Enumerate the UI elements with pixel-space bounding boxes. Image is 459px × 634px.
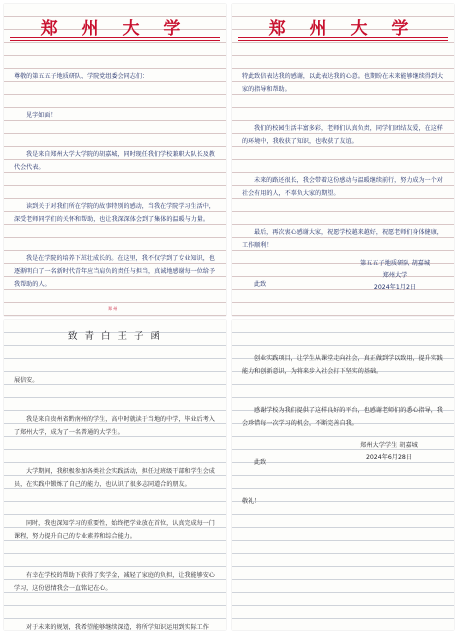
letter-body xyxy=(242,326,446,534)
paragraph: 同时，我也深知学习的重要性，始终把学业放在首位，认真完成每一门课程，努力提升自己的专业素养和综合能力。 xyxy=(14,520,215,540)
greeting: 见字如面！ xyxy=(26,112,57,119)
paragraph: 最后，再次衷心感谢大家，祝愿学校越来越好，祝愿老师们身体健康，工作顺利！ xyxy=(242,229,443,249)
letterhead-title: 郑 州 大 学 xyxy=(40,19,190,39)
paragraph: 创业实践项目，让学生从课堂走向社会，真正做到学以致用，提升实践能力和创新意识，为将来步入社会打下坚实的基础。 xyxy=(242,355,443,375)
letter-body xyxy=(14,44,218,316)
paragraph: 有幸在学校的帮助下获得了奖学金，减轻了家庭的负担，让我能够安心学习，这份恩情我会一直铭记在心。 xyxy=(14,572,215,592)
signature: 第五五子地质研队 胡嘉城 xyxy=(359,260,431,267)
school-name: 郑州大学 xyxy=(382,272,408,279)
paragraph: 感谢学校为我们提供了这样良好的平台，也感谢老师们的悉心指导，我会珍惜每一次学习的机会，不断完善自我。 xyxy=(242,407,443,427)
salutation: 尊敬的第五五子地质研队、学院党组委会同志们： xyxy=(14,73,149,80)
letter-top-left xyxy=(4,4,226,316)
salute: 敬礼！ xyxy=(242,498,261,505)
letter-body xyxy=(14,348,218,630)
paragraph: 大学期间，我积极参加各类社会实践活动，担任过班级干部和学生会成员，在实践中锻炼了自己的能力，也认识了很多志同道合的朋友。 xyxy=(14,468,215,488)
letter-title: 致 青 白 王 子 函 xyxy=(67,331,163,342)
salutation: 展信安。 xyxy=(14,377,39,384)
closing: 此致 xyxy=(254,281,267,288)
footer-mark: 郑 州 xyxy=(108,306,118,311)
letterhead-rule-thin xyxy=(238,40,448,41)
paragraph: 特此致信表达我的感谢，以此表达我的心意。也期盼在未来能够继续得到大家的指导和帮助。 xyxy=(242,73,444,93)
letterhead-rule-thin xyxy=(10,40,220,41)
date: 2024年6月28日 xyxy=(365,454,413,461)
letter-top-right xyxy=(232,4,454,316)
paragraph: 读到关于对我们所在学院的故事特别的感动，当我在学院学习生活中，深受老师同学们的关怀和帮助，也让我深深体会到了集体的温暖与力量。 xyxy=(14,203,215,223)
letterhead-rule xyxy=(238,37,448,38)
paragraph: 未来的路还很长，我会带着这份感动与温暖继续前行，努力成为一个对社会有用的人，不辜负大家的期望。 xyxy=(242,177,443,197)
letter-bottom-left xyxy=(4,320,226,630)
paragraph: 我是来自贵州省黔南州的学生，高中时就读于当地的中学，毕业后考入了郑州大学，成为了一名普通的大学生。 xyxy=(14,416,215,436)
signature: 郑州大学学生 胡嘉城 xyxy=(360,442,418,449)
letterhead-rule xyxy=(10,37,220,38)
signature-block xyxy=(328,440,450,464)
paragraph: 我是在学院的培养下茁壮成长的。在这里，我不仅学到了专业知识，也逐渐明白了一名新时代青年应当肩负的责任与担当，真诚地感谢每一位给予我帮助的人。 xyxy=(14,255,216,288)
letter-bottom-right xyxy=(232,320,454,630)
date: 2024年1月2日 xyxy=(373,284,417,291)
paragraph: 对于未来的规划，我希望能够继续深造，将所学知识运用到实际工作 xyxy=(26,624,209,630)
paragraph: 我们的校园生活丰富多彩，老师们认真负责，同学们团结友爱，在这样的环境中，我收获了知识，也收获了友谊。 xyxy=(242,125,443,145)
paragraph: 我是来自郑州大学大学院的胡嘉城，同时现任我们学校兼职大队长及教代会代表。 xyxy=(14,151,215,171)
closing: 此致 xyxy=(254,459,267,466)
signature-block xyxy=(340,258,450,294)
letterhead-title: 郑 州 大 学 xyxy=(268,19,418,39)
